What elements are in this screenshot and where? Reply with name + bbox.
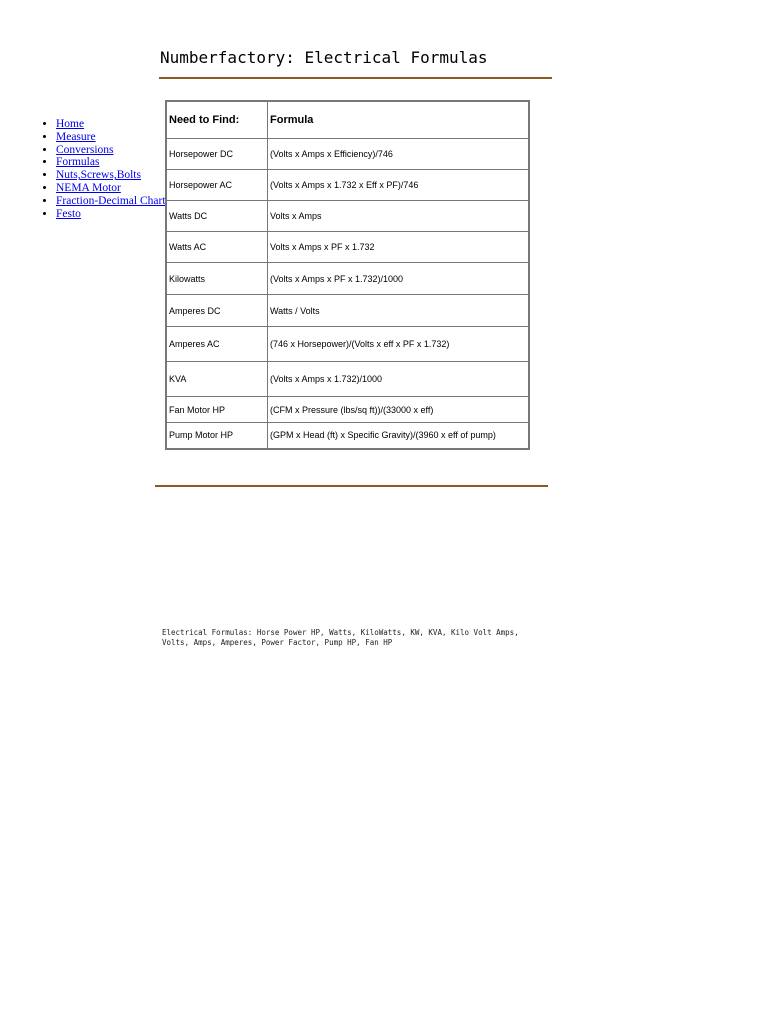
find-cell: Watts AC bbox=[166, 232, 268, 263]
table-row bbox=[166, 423, 529, 449]
table-row bbox=[166, 139, 529, 170]
find-cell: Amperes DC bbox=[166, 295, 268, 327]
formula-cell: (Volts x Amps x Efficiency)/746 bbox=[268, 139, 530, 170]
sidebar-item-formulas bbox=[56, 156, 166, 169]
header-formula: Formula bbox=[268, 101, 530, 139]
page-title: Numberfactory: Electrical Formulas bbox=[160, 48, 488, 67]
sidebar-item-home bbox=[56, 118, 166, 131]
fraction-decimal-chart-link[interactable]: Fraction-Decimal Chart bbox=[56, 194, 166, 207]
home-link[interactable]: Home bbox=[56, 118, 85, 130]
table-row bbox=[166, 170, 529, 201]
sidebar-item-fraction-decimal-chart bbox=[56, 195, 166, 208]
table-row bbox=[166, 362, 529, 397]
find-cell: Amperes AC bbox=[166, 327, 268, 362]
measure-link[interactable]: Measure bbox=[56, 130, 96, 143]
formula-cell: (746 x Horsepower)/(Volts x eff x PF x 1.732) bbox=[268, 327, 530, 362]
formula-cell: (CFM x Pressure (lbs/sq ft))/(33000 x eff) bbox=[268, 397, 530, 423]
sidebar-item-festo bbox=[56, 208, 166, 221]
formula-cell: Watts / Volts bbox=[268, 295, 530, 327]
table-row bbox=[166, 295, 529, 327]
find-cell: Watts DC bbox=[166, 201, 268, 232]
formula-cell: (Volts x Amps x 1.732 x Eff x PF)/746 bbox=[268, 170, 530, 201]
find-cell: Pump Motor HP bbox=[166, 423, 268, 449]
nuts-screws-bolts-link[interactable]: Nuts,Screws,Bolts bbox=[56, 169, 141, 182]
formula-cell: (GPM x Head (ft) x Specific Gravity)/(3960 x eff of pump) bbox=[268, 423, 530, 449]
find-cell: Horsepower DC bbox=[166, 139, 268, 170]
table-row bbox=[166, 397, 529, 423]
sidebar-item-nuts-screws-bolts bbox=[56, 169, 166, 182]
formula-table bbox=[165, 100, 530, 450]
sidebar-item-conversions bbox=[56, 144, 166, 157]
find-cell: KVA bbox=[166, 362, 268, 397]
festo-link[interactable]: Festo bbox=[56, 207, 81, 220]
find-cell: Kilowatts bbox=[166, 263, 268, 295]
table-row bbox=[166, 263, 529, 295]
find-cell: Horsepower AC bbox=[166, 170, 268, 201]
top-divider bbox=[159, 77, 552, 79]
nema-motor-link[interactable]: NEMA Motor bbox=[56, 181, 121, 194]
table-row bbox=[166, 232, 529, 263]
sidebar-nav bbox=[38, 118, 166, 220]
header-need-to-find: Need to Find: bbox=[166, 101, 268, 139]
bottom-divider bbox=[155, 485, 548, 487]
formulas-link[interactable]: Formulas bbox=[56, 156, 100, 169]
formula-cell: (Volts x Amps x 1.732)/1000 bbox=[268, 362, 530, 397]
sidebar-item-nema-motor bbox=[56, 182, 166, 195]
formula-cell: Volts x Amps bbox=[268, 201, 530, 232]
table-row bbox=[166, 327, 529, 362]
formula-cell: Volts x Amps x PF x 1.732 bbox=[268, 232, 530, 263]
conversions-link[interactable]: Conversions bbox=[56, 143, 114, 156]
sidebar-item-measure bbox=[56, 131, 166, 144]
page-description: Electrical Formulas: Horse Power HP, Watts, KiloWatts, KW, KVA, Kilo Volt Amps, Volts, Amps, Amperes, Power Factor, Pump HP, Fan HP bbox=[162, 628, 519, 647]
find-cell: Fan Motor HP bbox=[166, 397, 268, 423]
table-row bbox=[166, 201, 529, 232]
formula-cell: (Volts x Amps x PF x 1.732)/1000 bbox=[268, 263, 530, 295]
table-header-row bbox=[166, 101, 529, 139]
